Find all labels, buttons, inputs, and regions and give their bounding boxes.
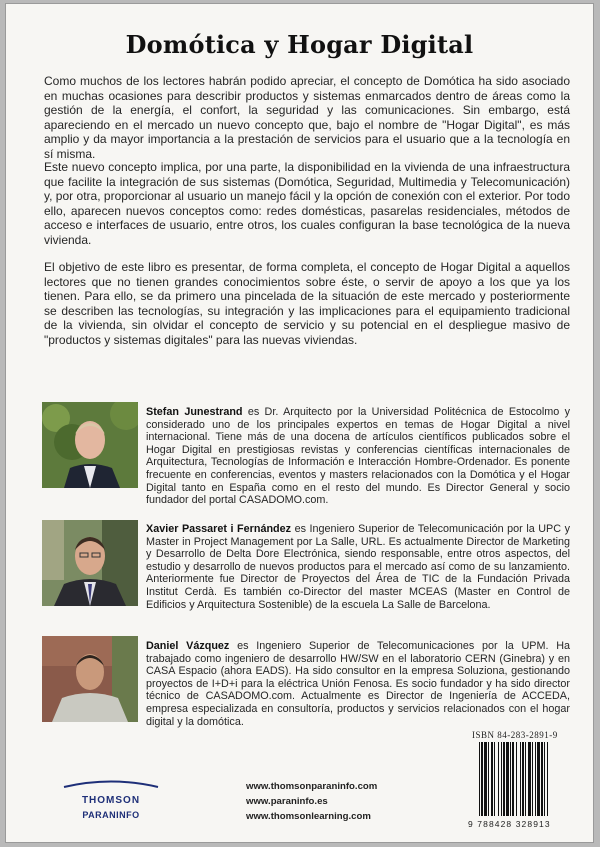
publisher-logo — [56, 775, 166, 820]
author-bio-text: es Dr. Arquitecto por la Universidad Politécnica de Estocolmo y considerado uno de los principales expertos en temas de Hogar Digital a nivel internacional. Tiene más de una docena de artículos científicos publicados sobre el Hogar Digital en prestigiosas revistas y conferencias científicas internacionales de Arquitectura, Tecnologías de Información e Interacción Hombre-Ordenador. Es ponente frecuente en conferencias, eventos y masters relacionados con la Domótica y el Hogar Digital tanto en España como en el resto del mundo. Es Director General y socio fundador del portal CASADOMO.com. — [146, 406, 570, 507]
url-thomsonparaninfo: www.thomsonparaninfo.com — [246, 781, 378, 792]
page-title: Domótica y Hogar Digital — [125, 30, 474, 59]
intro-paragraph-1: Como muchos de los lectores habrán podido apreciar, el concepto de Domótica ha sido asociado en muchas ocasiones para describir productos y sistemas enmarcados dentro de áreas como la gestión de la energía, el confort, la seguridad y las comunicaciones. Sin embargo, está apareciendo en el mercado un nuevo concepto que, bajo el nombre de "Hogar Digital", es más amplio y da mayor importancia a la prestación de servicios para el usuario que a la tecnología en sí misma. — [44, 74, 570, 161]
publisher-logo-paraninfo: PARANINFO — [82, 810, 140, 820]
author-name: Daniel Vázquez — [146, 640, 230, 652]
thomson-swoosh-icon — [56, 778, 166, 788]
author-bio-junestrand — [146, 406, 570, 507]
author-bio-passaret — [146, 523, 570, 611]
barcode-icon — [478, 742, 572, 818]
author-name: Stefan Junestrand — [146, 406, 243, 418]
publisher-logo-thomson: THOMSON — [81, 795, 141, 806]
author-name: Xavier Passaret i Fernández — [146, 523, 292, 535]
intro-paragraph-3: El objetivo de este libro es presentar, de forma completa, el concepto de Hogar Digital a aquellos lectores que no tienen grandes conocimientos sobre éste, o servir de apoyo a los que ya los tienen. Para ello, se da primero una pincelada de la situación de este mercado y posteriormente se describen las tecnologías, su integración y las implicaciones para el equipamiento tradicional de la vivienda, sin olvidar el concepto de servicio y su potencial en el despliegue masivo de "productos y sistemas digitales" para las nuevas viviendas. — [44, 260, 570, 347]
publisher-urls — [246, 779, 377, 824]
author-photo-junestrand — [42, 402, 138, 488]
author-photo-vazquez — [42, 636, 138, 722]
author-bio-text: es Ingeniero Superior de Telecomunicaciones por la UPM. Ha trabajado como ingeniero de desarrollo HW/SW en el laboratorio CERN (Ginebra) y en CASA Espacio (ahora EADS). Ha sido consultor en la empresa Soluziona, gestionando proyectos de I+D+i para la eléctrica Unión Fenosa. Es socio fundador y ha sido director técnico de CASADOMO.com. Actualmente es Director de Ingeniería de ACCEDA, empresa especializada en consultoría, productos y servicios relacionados con el hogar digital y la domótica. — [146, 640, 570, 728]
book-back-cover — [6, 4, 593, 842]
author-photo-passaret — [42, 520, 138, 606]
intro-paragraph-2: Este nuevo concepto implica, por una parte, la disponibilidad en la vivienda de una infraestructura que facilite la integración de sus sistemas (Domótica, Seguridad, Multimedia y Telecomunicación) y, por otra, proporcionar al usuario un manejo fácil y la opción de conexión con el exterior. Por todo ello, aparecen nuevos conceptos como: redes domésticas, pasarelas residenciales, métodos de acceso e interfaces de usuario, entre otros, los cuales configuran la base tecnológica de la nueva vivienda. — [44, 160, 570, 247]
isbn-label: ISBN 84-283-2891-9 — [472, 730, 558, 740]
url-thomsonlearning: www.thomsonlearning.com — [246, 811, 371, 822]
author-bio-vazquez — [146, 640, 570, 728]
barcode-number: 9 788428 328913 — [468, 819, 551, 829]
author-bio-text: es Ingeniero Superior de Telecomunicación por la UPC y Master in Project Management por La Salle, URL. Es actualmente Director de Marketing y Desarrollo de Delta Dore Electrónica, siendo responsable, entre otros aspectos, del estudio y desarrollo de nuevos productos para el mercado así como de su lanzamiento. Anteriormente fue Director de Proyectos del Área de TIC de la Fundación Privada Institut Cerdà. Es también co-Director del master MCEAS (Master en Control de Edificios y Arquitectura Sostenible) de la escuela La Salle de Barcelona. — [146, 523, 570, 611]
url-paraninfo: www.paraninfo.es — [246, 796, 328, 807]
